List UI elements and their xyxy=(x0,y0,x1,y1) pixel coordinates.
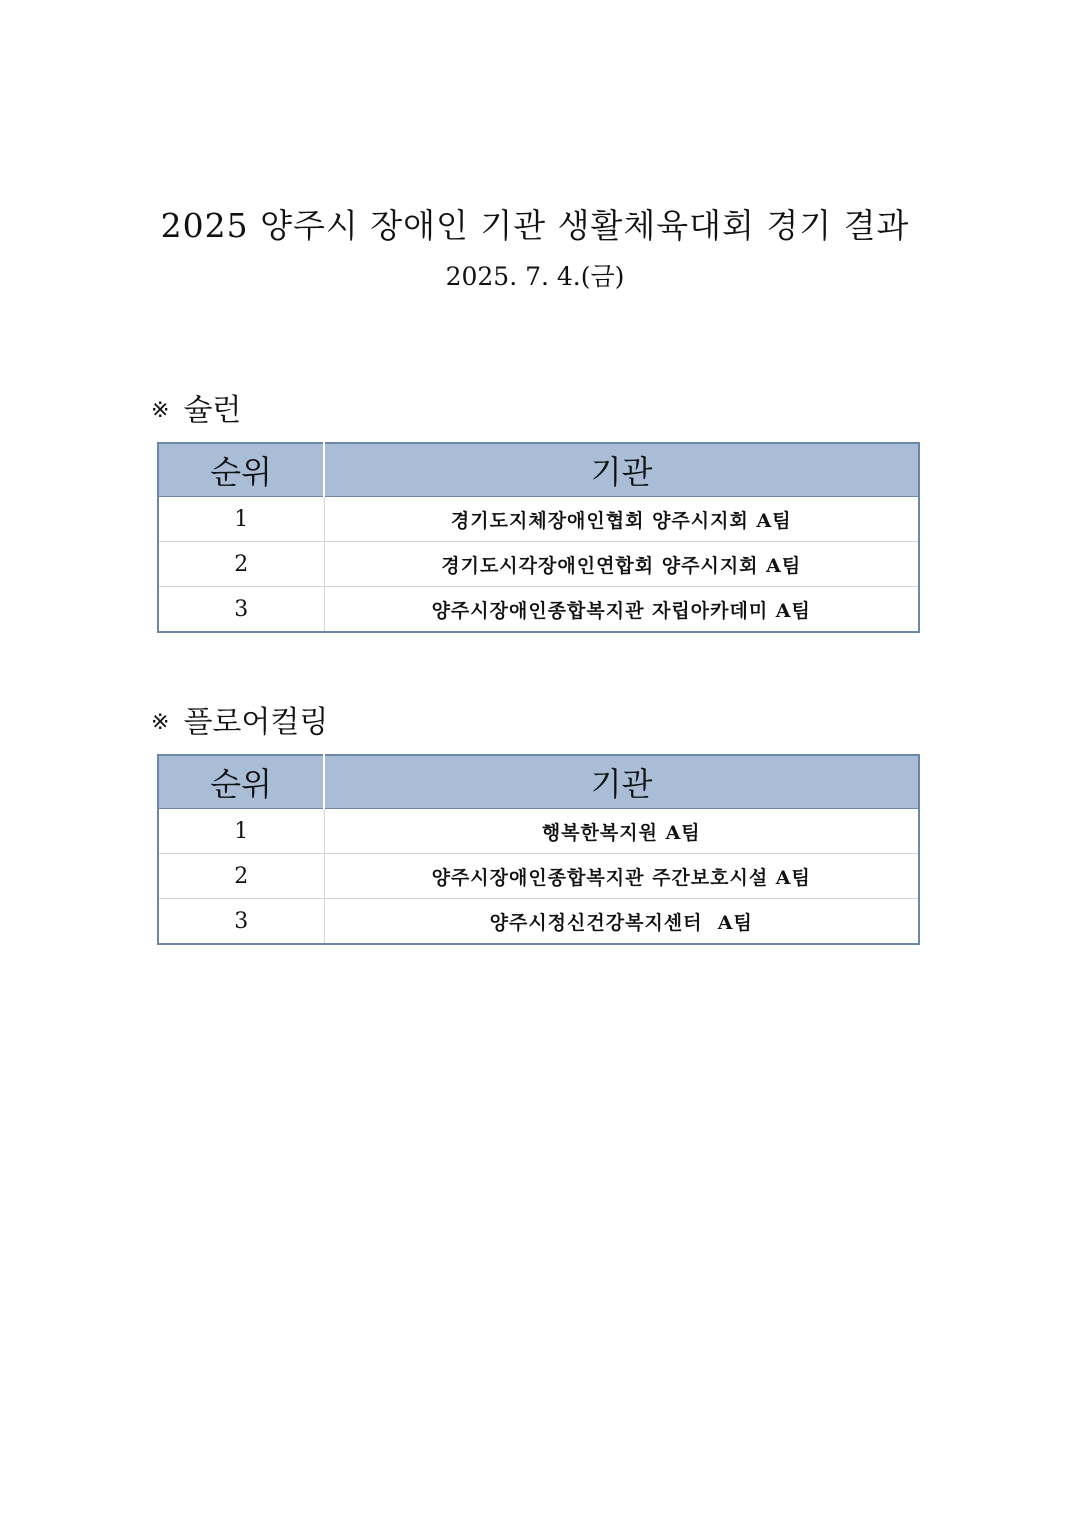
section-title: 플로어컬링 xyxy=(183,705,329,740)
table-header-row xyxy=(158,755,919,809)
rank-cell: 1 xyxy=(158,497,324,542)
results-table-floor-curling xyxy=(157,754,920,945)
document-title: 2025 양주시 장애인 기관 생활체육대회 경기 결과 xyxy=(160,206,910,245)
results-table-shuffleboard xyxy=(157,442,920,633)
table-row xyxy=(158,542,919,587)
document-date: 2025. 7. 4.(금) xyxy=(445,262,625,291)
column-header-rank: 순위 xyxy=(158,443,324,497)
rank-cell: 2 xyxy=(158,542,324,587)
table-row xyxy=(158,809,919,854)
column-header-organization: 기관 xyxy=(324,443,919,497)
section-heading-shuffleboard xyxy=(151,385,241,429)
table-row xyxy=(158,854,919,899)
table-row xyxy=(158,497,919,542)
reference-mark: ※ xyxy=(151,710,170,735)
organization-cell: 행복한복지원 A팀 xyxy=(324,809,919,854)
rank-cell: 3 xyxy=(158,899,324,945)
organization-cell: 양주시장애인종합복지관 자립아카데미 A팀 xyxy=(324,587,919,633)
reference-mark: ※ xyxy=(151,398,170,423)
table-row xyxy=(158,899,919,945)
organization-cell: 양주시정신건강복지센터 A팀 xyxy=(324,899,919,945)
rank-cell: 2 xyxy=(158,854,324,899)
table-header-row xyxy=(158,443,919,497)
section-heading-floor-curling xyxy=(151,697,328,741)
column-header-rank: 순위 xyxy=(158,755,324,809)
rank-cell: 1 xyxy=(158,809,324,854)
section-title: 슐런 xyxy=(183,393,242,428)
organization-cell: 경기도지체장애인협회 양주시지회 A팀 xyxy=(324,497,919,542)
rank-cell: 3 xyxy=(158,587,324,633)
organization-cell: 경기도시각장애인연합회 양주시지회 A팀 xyxy=(324,542,919,587)
organization-cell: 양주시장애인종합복지관 주간보호시설 A팀 xyxy=(324,854,919,899)
table-row xyxy=(158,587,919,633)
column-header-organization: 기관 xyxy=(324,755,919,809)
